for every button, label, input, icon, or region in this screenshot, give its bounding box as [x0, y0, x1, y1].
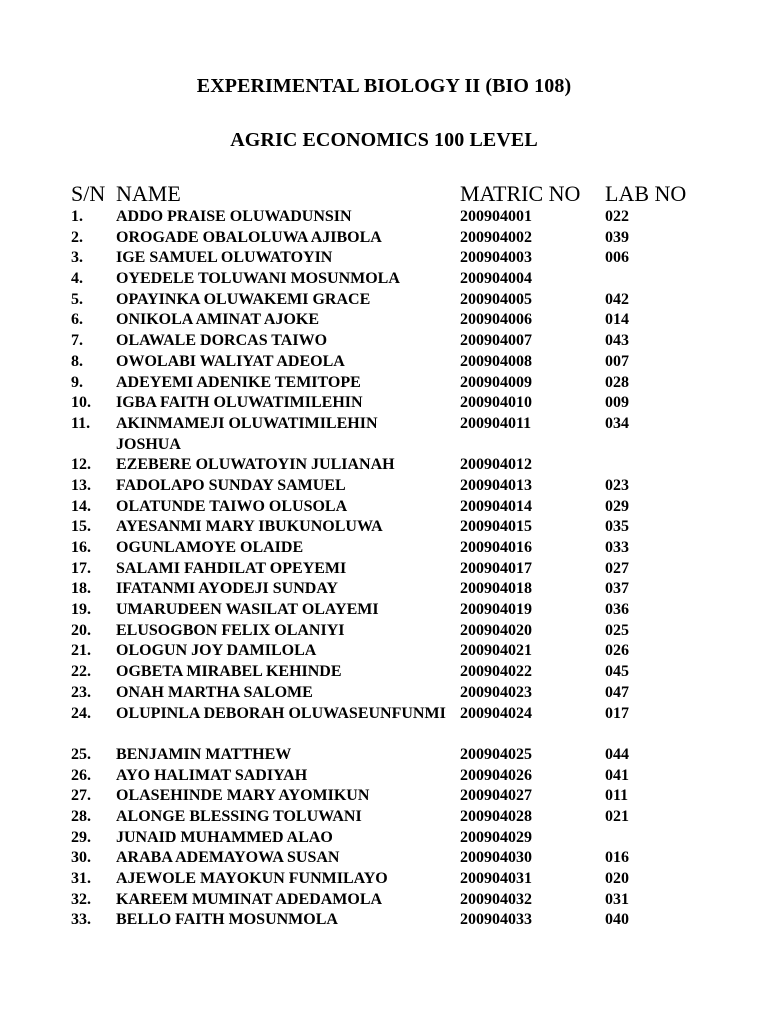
- row-matric-no: 200904015: [460, 518, 532, 536]
- row-lab-no: 027: [605, 559, 629, 577]
- row-name: ALONGE BLESSING TOLUWANI: [116, 807, 362, 825]
- row-name: IGE SAMUEL OLUWATOYIN: [116, 249, 333, 267]
- row-matric-no: 200904003: [460, 249, 532, 267]
- row-sn: 8.: [71, 352, 83, 370]
- row-name: KAREEM MUMINAT ADEDAMOLA: [116, 890, 383, 908]
- row-sn: 24.: [71, 704, 91, 722]
- column-header-matric-no: MATRIC NO: [460, 181, 581, 206]
- row-sn: 30.: [71, 849, 91, 867]
- row-name: ELUSOGBON FELIX OLANIYI: [116, 621, 345, 639]
- row-lab-no: 035: [605, 518, 629, 536]
- row-lab-no: 026: [605, 642, 629, 660]
- row-sn: 18.: [71, 580, 91, 598]
- row-lab-no: 009: [605, 394, 629, 412]
- row-name: OLASEHINDE MARY AYOMIKUN: [116, 787, 370, 805]
- table-row: [0, 683, 768, 704]
- row-lab-no: 021: [605, 807, 629, 825]
- row-matric-no: 200904007: [460, 332, 532, 350]
- student-list: [0, 207, 768, 931]
- row-sn: 29.: [71, 828, 91, 846]
- row-matric-no: 200904026: [460, 766, 532, 784]
- row-matric-no: 200904011: [460, 414, 532, 432]
- table-row: [0, 786, 768, 807]
- row-name: AKINMAMEJI OLUWATIMILEHIN JOSHUA: [116, 414, 378, 453]
- row-lab-no: 020: [605, 870, 629, 888]
- row-name: ONIKOLA AMINAT AJOKE: [116, 311, 319, 329]
- row-sn: 32.: [71, 890, 91, 908]
- table-row: [0, 745, 768, 766]
- row-matric-no: 200904024: [460, 704, 532, 722]
- row-name: IGBA FAITH OLUWATIMILEHIN: [116, 394, 363, 412]
- row-lab-no: 006: [605, 249, 629, 267]
- table-row: [0, 393, 768, 414]
- document-title: EXPERIMENTAL BIOLOGY II (BIO 108): [196, 75, 572, 97]
- table-row: [0, 600, 768, 621]
- row-name: ADDO PRAISE OLUWADUNSIN: [116, 208, 352, 225]
- row-name: OLUPINLA DEBORAH OLUWASEUNFUNMI: [116, 704, 446, 722]
- row-sn: 13.: [71, 476, 91, 494]
- row-sn: 2.: [71, 228, 83, 246]
- table-row: [0, 331, 768, 352]
- row-matric-no: 200904005: [460, 290, 532, 308]
- table-row: [0, 248, 768, 269]
- row-matric-no: 200904001: [460, 208, 532, 225]
- row-matric-no: 200904028: [460, 807, 532, 825]
- row-lab-no: 037: [605, 580, 629, 598]
- row-sn: 9.: [71, 373, 83, 391]
- row-lab-no: 041: [605, 766, 629, 784]
- row-matric-no: 200904032: [460, 890, 532, 908]
- row-name: OLAWALE DORCAS TAIWO: [116, 332, 328, 350]
- row-name: EZEBERE OLUWATOYIN JULIANAH: [116, 456, 395, 474]
- row-lab-no: 044: [605, 745, 629, 763]
- row-sn: 1.: [71, 208, 83, 225]
- row-sn: 17.: [71, 559, 91, 577]
- row-name: FADOLAPO SUNDAY SAMUEL: [116, 476, 346, 494]
- table-row: [0, 455, 768, 476]
- row-sn: 6.: [71, 311, 83, 329]
- table-row: [0, 559, 768, 580]
- row-lab-no: 047: [605, 683, 629, 701]
- row-name: OGUNLAMOYE OLAIDE: [116, 539, 304, 557]
- row-lab-no: 031: [605, 890, 629, 908]
- row-matric-no: 200904033: [460, 911, 532, 929]
- row-matric-no: 200904023: [460, 683, 532, 701]
- row-lab-no: 043: [605, 332, 629, 350]
- row-sn: 16.: [71, 539, 91, 557]
- row-matric-no: 200904004: [460, 270, 532, 288]
- row-name: UMARUDEEN WASILAT OLAYEMI: [116, 601, 379, 619]
- table-row: [0, 207, 768, 228]
- row-lab-no: 017: [605, 704, 629, 722]
- row-matric-no: 200904010: [460, 394, 532, 412]
- row-lab-no: 025: [605, 621, 629, 639]
- table-row: [0, 869, 768, 890]
- row-name: OLATUNDE TAIWO OLUSOLA: [116, 497, 348, 515]
- row-sn: 15.: [71, 518, 91, 536]
- row-lab-no: 014: [605, 311, 629, 329]
- row-sn: 7.: [71, 332, 83, 350]
- row-sn: 22.: [71, 663, 91, 681]
- table-row: [0, 848, 768, 869]
- row-matric-no: 200904017: [460, 559, 532, 577]
- row-sn: 19.: [71, 601, 91, 619]
- row-matric-no: 200904009: [460, 373, 532, 391]
- row-name: ADEYEMI ADENIKE TEMITOPE: [116, 373, 361, 391]
- table-row: [0, 766, 768, 787]
- row-matric-no: 200904020: [460, 621, 532, 639]
- row-name: JUNAID MUHAMMED ALAO: [116, 828, 333, 846]
- row-name: ARABA ADEMAYOWA SUSAN: [116, 849, 340, 867]
- row-sn: 26.: [71, 766, 91, 784]
- row-name: OPAYINKA OLUWAKEMI GRACE: [116, 290, 371, 308]
- row-lab-no: 028: [605, 373, 629, 391]
- table-row: [0, 290, 768, 311]
- row-name: AYESANMI MARY IBUKUNOLUWA: [116, 518, 383, 536]
- row-sn: 21.: [71, 642, 91, 660]
- column-header-sn: S/N: [71, 181, 106, 206]
- row-sn: 14.: [71, 497, 91, 515]
- row-name: BENJAMIN MATTHEW: [116, 745, 292, 763]
- row-sn: 25.: [71, 745, 91, 763]
- row-name: OROGADE OBALOLUWA AJIBOLA: [116, 228, 382, 246]
- row-name: ONAH MARTHA SALOME: [116, 683, 313, 701]
- row-matric-no: 200904014: [460, 497, 532, 515]
- row-lab-no: 036: [605, 601, 629, 619]
- row-lab-no: 039: [605, 228, 629, 246]
- row-matric-no: 200904002: [460, 228, 532, 246]
- row-sn: 31.: [71, 870, 91, 888]
- row-sn: 28.: [71, 807, 91, 825]
- row-sn: 4.: [71, 270, 83, 288]
- row-sn: 5.: [71, 290, 83, 308]
- row-lab-no: 033: [605, 539, 629, 557]
- row-lab-no: 022: [605, 208, 629, 225]
- row-name: AYO HALIMAT SADIYAH: [116, 766, 308, 784]
- table-row: [0, 517, 768, 538]
- column-header-name: NAME: [116, 181, 181, 206]
- row-name: OYEDELE TOLUWANI MOSUNMOLA: [116, 270, 400, 288]
- row-matric-no: 200904031: [460, 870, 532, 888]
- row-matric-no: 200904029: [460, 828, 532, 846]
- table-row: [0, 414, 768, 455]
- row-lab-no: 045: [605, 663, 629, 681]
- document-subtitle: AGRIC ECONOMICS 100 LEVEL: [230, 129, 538, 151]
- row-matric-no: 200904022: [460, 663, 532, 681]
- row-name: IFATANMI AYODEJI SUNDAY: [116, 580, 338, 598]
- row-lab-no: 007: [605, 352, 629, 370]
- table-row: [0, 538, 768, 559]
- row-name: OWOLABI WALIYAT ADEOLA: [116, 352, 345, 370]
- table-row: [0, 228, 768, 249]
- row-matric-no: 200904025: [460, 745, 532, 763]
- row-matric-no: 200904006: [460, 311, 532, 329]
- row-sn: 3.: [71, 249, 83, 267]
- row-name: OGBETA MIRABEL KEHINDE: [116, 663, 342, 681]
- row-lab-no: 040: [605, 911, 629, 929]
- table-row: [0, 910, 768, 931]
- table-row: [0, 352, 768, 373]
- table-row: [0, 828, 768, 849]
- row-matric-no: 200904013: [460, 476, 532, 494]
- row-matric-no: 200904018: [460, 580, 532, 598]
- table-row: [0, 662, 768, 683]
- row-sn: 20.: [71, 621, 91, 639]
- table-row: [0, 269, 768, 290]
- row-matric-no: 200904027: [460, 787, 532, 805]
- row-name: OLOGUN JOY DAMILOLA: [116, 642, 317, 660]
- table-row: [0, 704, 768, 745]
- table-row: [0, 890, 768, 911]
- row-sn: 33.: [71, 911, 91, 929]
- table-row: [0, 807, 768, 828]
- table-row: [0, 310, 768, 331]
- row-name: BELLO FAITH MOSUNMOLA: [116, 911, 338, 929]
- row-matric-no: 200904012: [460, 456, 532, 474]
- row-matric-no: 200904008: [460, 352, 532, 370]
- table-row: [0, 641, 768, 662]
- row-matric-no: 200904016: [460, 539, 532, 557]
- row-sn: 23.: [71, 683, 91, 701]
- row-lab-no: 023: [605, 476, 629, 494]
- row-lab-no: 042: [605, 290, 629, 308]
- row-matric-no: 200904021: [460, 642, 532, 660]
- row-name: SALAMI FAHDILAT OPEYEMI: [116, 559, 347, 577]
- row-lab-no: 029: [605, 497, 629, 515]
- row-sn: 11.: [71, 414, 91, 432]
- row-lab-no: 034: [605, 414, 629, 432]
- table-row: [0, 579, 768, 600]
- row-name: AJEWOLE MAYOKUN FUNMILAYO: [116, 870, 388, 888]
- row-matric-no: 200904019: [460, 601, 532, 619]
- table-row: [0, 497, 768, 518]
- column-header-lab-no: LAB NO: [605, 181, 687, 206]
- row-sn: 10.: [71, 394, 91, 412]
- row-matric-no: 200904030: [460, 849, 532, 867]
- table-row: [0, 476, 768, 497]
- row-lab-no: 011: [605, 787, 629, 805]
- row-lab-no: 016: [605, 849, 629, 867]
- table-row: [0, 373, 768, 394]
- row-sn: 12.: [71, 456, 91, 474]
- row-sn: 27.: [71, 787, 91, 805]
- table-row: [0, 621, 768, 642]
